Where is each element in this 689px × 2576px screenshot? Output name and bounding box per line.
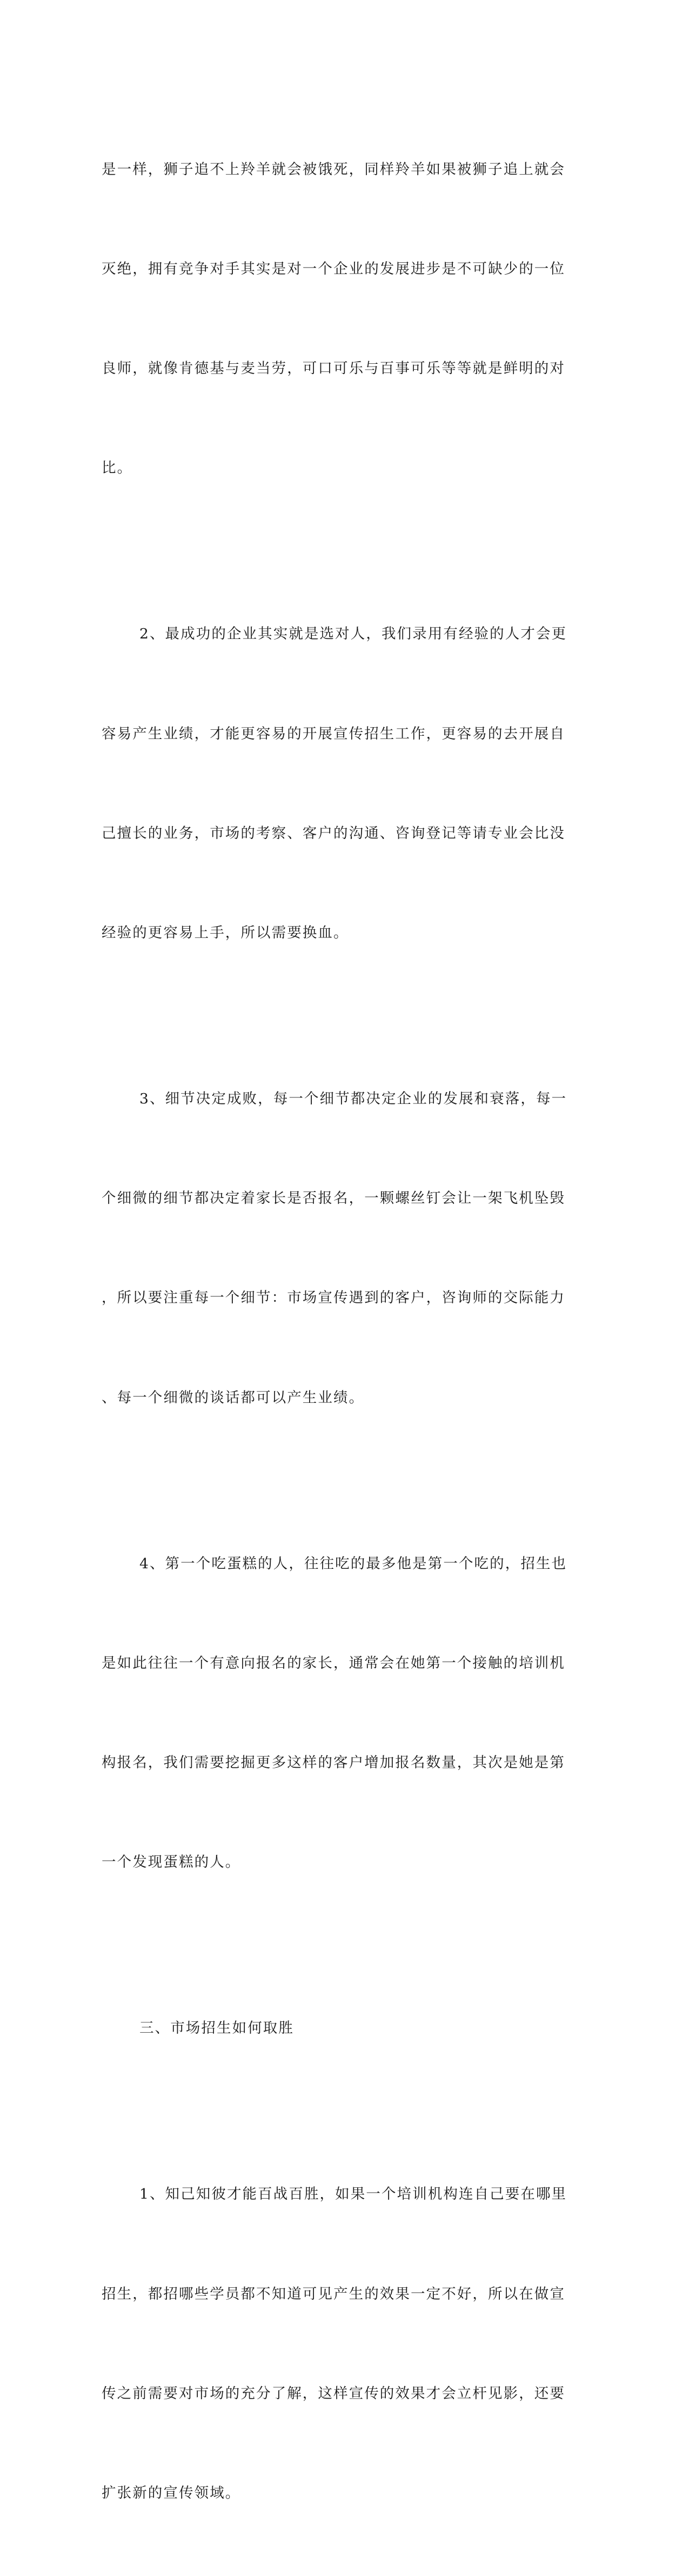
paragraph-point-3 <box>102 1016 577 1481</box>
text-line: 己擅长的业务，市场的考察、客户的沟通、咨询登记等请专业会比没 <box>102 824 565 842</box>
document-body <box>102 86 577 2576</box>
text-line: 传之前需要对市场的充分了解，这样宣传的效果才会立杆见影，还要 <box>102 2385 565 2402</box>
text-line: 良师，就像肯德基与麦当劳，可口可乐与百事可乐等等就是鲜明的对 <box>102 360 565 377</box>
text-line: 1、知己知彼才能百战百胜，如果一个培训机构连自己要在哪里 <box>139 2186 567 2203</box>
text-line: 3、细节决定成败，每一个细节都决定企业的发展和衰落，每一 <box>139 1090 567 1108</box>
text-line: 是一样，狮子追不上羚羊就会被饿死，同样羚羊如果被狮子追上就会 <box>102 161 565 178</box>
text-line: 比。 <box>102 460 133 477</box>
section-heading-3 <box>102 1946 577 2112</box>
text-line: 是如此往往一个有意向报名的家长，通常会在她第一个接触的培训机 <box>102 1654 565 1672</box>
paragraph-point-4 <box>102 1481 577 1946</box>
paragraph-lion-antelope <box>102 86 577 551</box>
text-line: 灭绝，拥有竞争对手其实是对一个企业的发展进步是不可缺少的一位 <box>102 261 565 278</box>
text-line: 扩张新的宣传领域。 <box>102 2484 241 2501</box>
paragraph-point-2 <box>102 551 577 1016</box>
text-line: 容易产生业绩，才能更容易的开展宣传招生工作，更容易的去开展自 <box>102 725 565 742</box>
text-line: 构报名，我们需要挖掘更多这样的客户增加报名数量，其次是她是第 <box>102 1754 565 1772</box>
text-line: ，所以要注重每一个细节：市场宣传遇到的客户，咨询师的交际能力 <box>102 1289 565 1307</box>
section-heading-text: 三、市场招生如何取胜 <box>139 2020 294 2037</box>
text-line: 招生，都招哪些学员都不知道可见产生的效果一定不好，所以在做宣 <box>102 2285 565 2302</box>
text-line: 一个发现蛋糕的人。 <box>102 1854 241 1871</box>
text-line: 2、最成功的企业其实就是选对人，我们录用有经验的人才会更 <box>139 625 567 643</box>
text-line: 个细微的细节都决定着家长是否报名，一颗螺丝钉会让一架飞机坠毁 <box>102 1190 565 1207</box>
text-line: 4、第一个吃蛋糕的人，往往吃的最多他是第一个吃的，招生也 <box>139 1555 567 1572</box>
paragraph-section-3-point-1 <box>102 2112 577 2576</box>
text-line: 、每一个细微的谈话都可以产生业绩。 <box>102 1389 365 1406</box>
text-line: 经验的更容易上手，所以需要换血。 <box>102 924 349 942</box>
